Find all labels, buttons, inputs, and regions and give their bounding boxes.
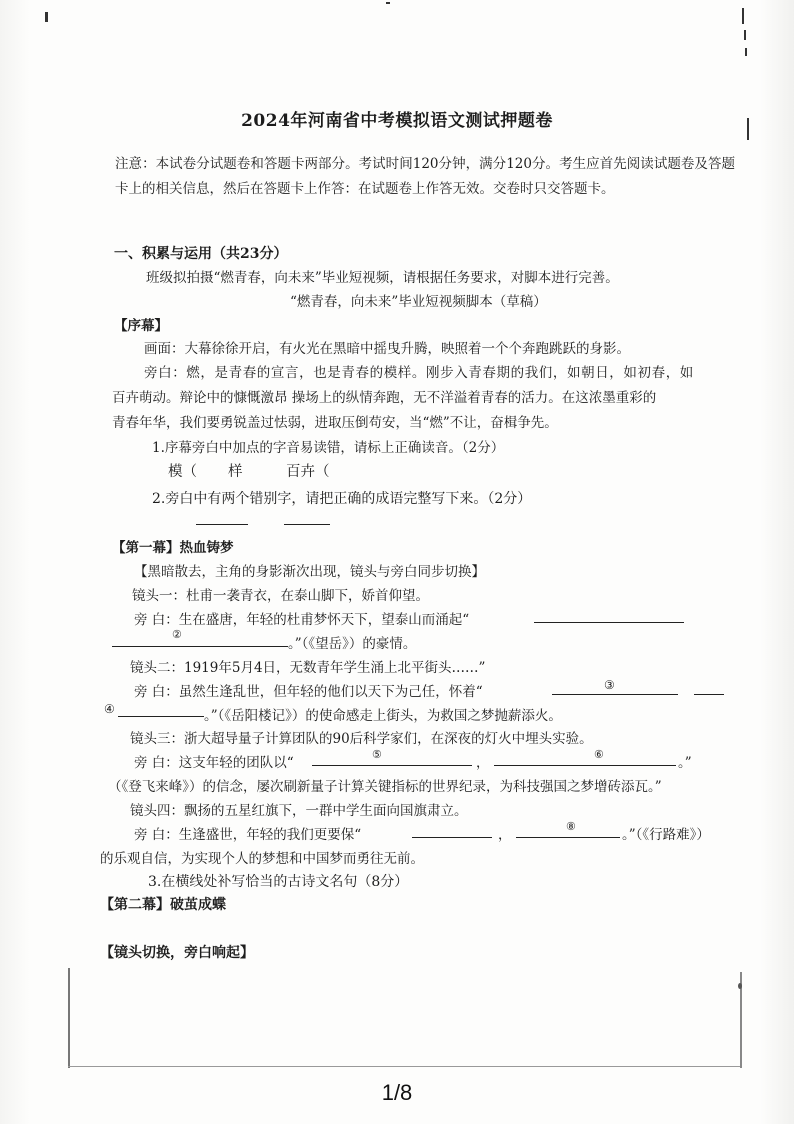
exam-title: 2024年河南省中考模拟语文测试押题卷 (241, 111, 553, 131)
act1-heading: 【第一幕】热血铸梦 (112, 540, 234, 556)
shot-4: 镜头四：飘扬的五星红旗下，一群中学生面向国旗肃立。 (130, 803, 468, 819)
act2-heading: 【第二幕】破茧成蝶 (100, 897, 226, 913)
question-3: 3.在横线处补写恰当的古诗文名句（8分） (148, 874, 409, 890)
answer-blank[interactable] (534, 622, 684, 623)
answer-blank[interactable] (694, 694, 724, 695)
circled-number: ⑤ (372, 748, 382, 761)
prologue-heading: 【序幕】 (114, 318, 168, 334)
shot-3: 镜头三：浙大超导量子计算团队的90后科学家们，在深夜的灯火中埋头实验。 (130, 731, 593, 747)
prologue-narration: 百卉萌动。辩论中的慷慨激昂 操场上的纵情奔跑，无不洋溢着青春的活力。在这浓墨重彩的 (112, 390, 657, 406)
scan-mark (738, 983, 742, 989)
quote-end: 。” (678, 755, 692, 771)
circled-number: ② (172, 628, 182, 641)
shot-4-narration-end: 。”（《行路难》） (622, 827, 710, 843)
shot-2-narration-end: 。”（《岳阳楼记》）的使命感走上街头，为救国之梦抛薪添火。 (204, 708, 562, 724)
circled-number: ③ (604, 678, 615, 692)
answer-blank[interactable] (118, 716, 204, 717)
circled-number: ⑥ (594, 748, 604, 761)
answer-box-bottom-edge (68, 1066, 740, 1067)
prologue-narration: 旁白：燃，是青春的宣言，也是青春的模样。刚步入青春期的我们，如朝日，如初春，如 (144, 365, 694, 381)
answer-blank[interactable] (494, 765, 676, 766)
answer-blank[interactable] (312, 765, 472, 766)
circled-number: ⑧ (566, 820, 576, 833)
shot-4-narration: 旁 白：生逢盛世，年轻的我们更要保“ (134, 827, 362, 843)
comma: ， (498, 827, 512, 843)
shot-3-narration: 旁 白：这支年轻的团队以“ (134, 755, 294, 771)
scan-mark (386, 2, 390, 4)
answer-blank[interactable] (196, 524, 248, 525)
q1-answer-2: 样 (228, 464, 243, 480)
answer-blank[interactable] (112, 646, 288, 647)
shot-1-narration-end: 。”（《望岳》）的豪情。 (288, 636, 417, 652)
scan-mark (745, 48, 747, 56)
answer-blank[interactable] (412, 837, 492, 838)
q1-answer-3: 百卉（ (286, 464, 330, 480)
shot-3-narration-end: （《登飞来峰》）的信念，屡次刷新量子计算关键指标的世界纪录，为科技强国之梦增砖添瓦。” (108, 779, 662, 795)
circled-number: ④ (104, 702, 115, 716)
shot-2-narration: 旁 白：虽然生逢乱世，但年轻的他们以天下为己任，怀着“ (134, 684, 483, 700)
scan-mark (45, 12, 48, 22)
q1-answer-1: 模（ (168, 464, 197, 480)
section-heading: 一、积累与运用（共23分） (114, 246, 288, 262)
scan-mark (742, 8, 744, 24)
act1-stage-direction: 【黑暗散去，主角的身影渐次出现，镜头与旁白同步切换】 (134, 564, 485, 580)
script-title: “燃青春，向未来”毕业短视频脚本（草稿） (290, 294, 547, 310)
act2-stage-direction: 【镜头切换，旁白响起】 (100, 945, 254, 961)
shot-2: 镜头二：1919年5月4日，无数青年学生涌上北平街头……” (130, 660, 486, 676)
question-1: 1.序幕旁白中加点的字音易读错，请标上正确读音。（2分） (152, 440, 505, 456)
task-intro: 班级拟拍摄“燃青春，向未来”毕业短视频，请根据任务要求，对脚本进行完善。 (146, 270, 619, 286)
shot-4-narration-cont: 的乐观自信，为实现个人的梦想和中国梦而勇往无前。 (100, 851, 424, 867)
shot-1: 镜头一：杜甫一袭青衣，在泰山脚下，娇首仰望。 (132, 588, 429, 604)
page-number: 1/8 (381, 1080, 413, 1105)
answer-blank[interactable] (516, 837, 620, 838)
prologue-scene: 画面：大幕徐徐开启，有火光在黑暗中摇曳升腾，映照着一个个奔跑跳跃的身影。 (144, 341, 630, 357)
answer-box-left-edge (68, 968, 70, 1068)
prologue-narration: 青春年华，我们要勇锐盖过怯弱，进取压倒苟安，当“燃”不让，奋楫争先。 (112, 415, 558, 431)
question-2: 2.旁白中有两个错别字，请把正确的成语完整写下来。（2分） (152, 491, 532, 507)
notice-text: 注意：本试卷分试题卷和答题卡两部分。考试时间120分钟，满分120分。考生应首先阅读试题卷及答题卡上的相关信息，然后在答题卡上作答：在试题卷上作答无效。交卷时只交答题卡。 (115, 156, 735, 197)
comma: ， (476, 755, 490, 771)
shot-1-narration: 旁 白：生在盛唐，年轻的杜甫梦怀天下，望泰山而涌起“ (134, 612, 470, 628)
answer-blank[interactable] (284, 524, 330, 525)
scan-mark (744, 30, 746, 40)
answer-blank[interactable] (552, 694, 678, 695)
